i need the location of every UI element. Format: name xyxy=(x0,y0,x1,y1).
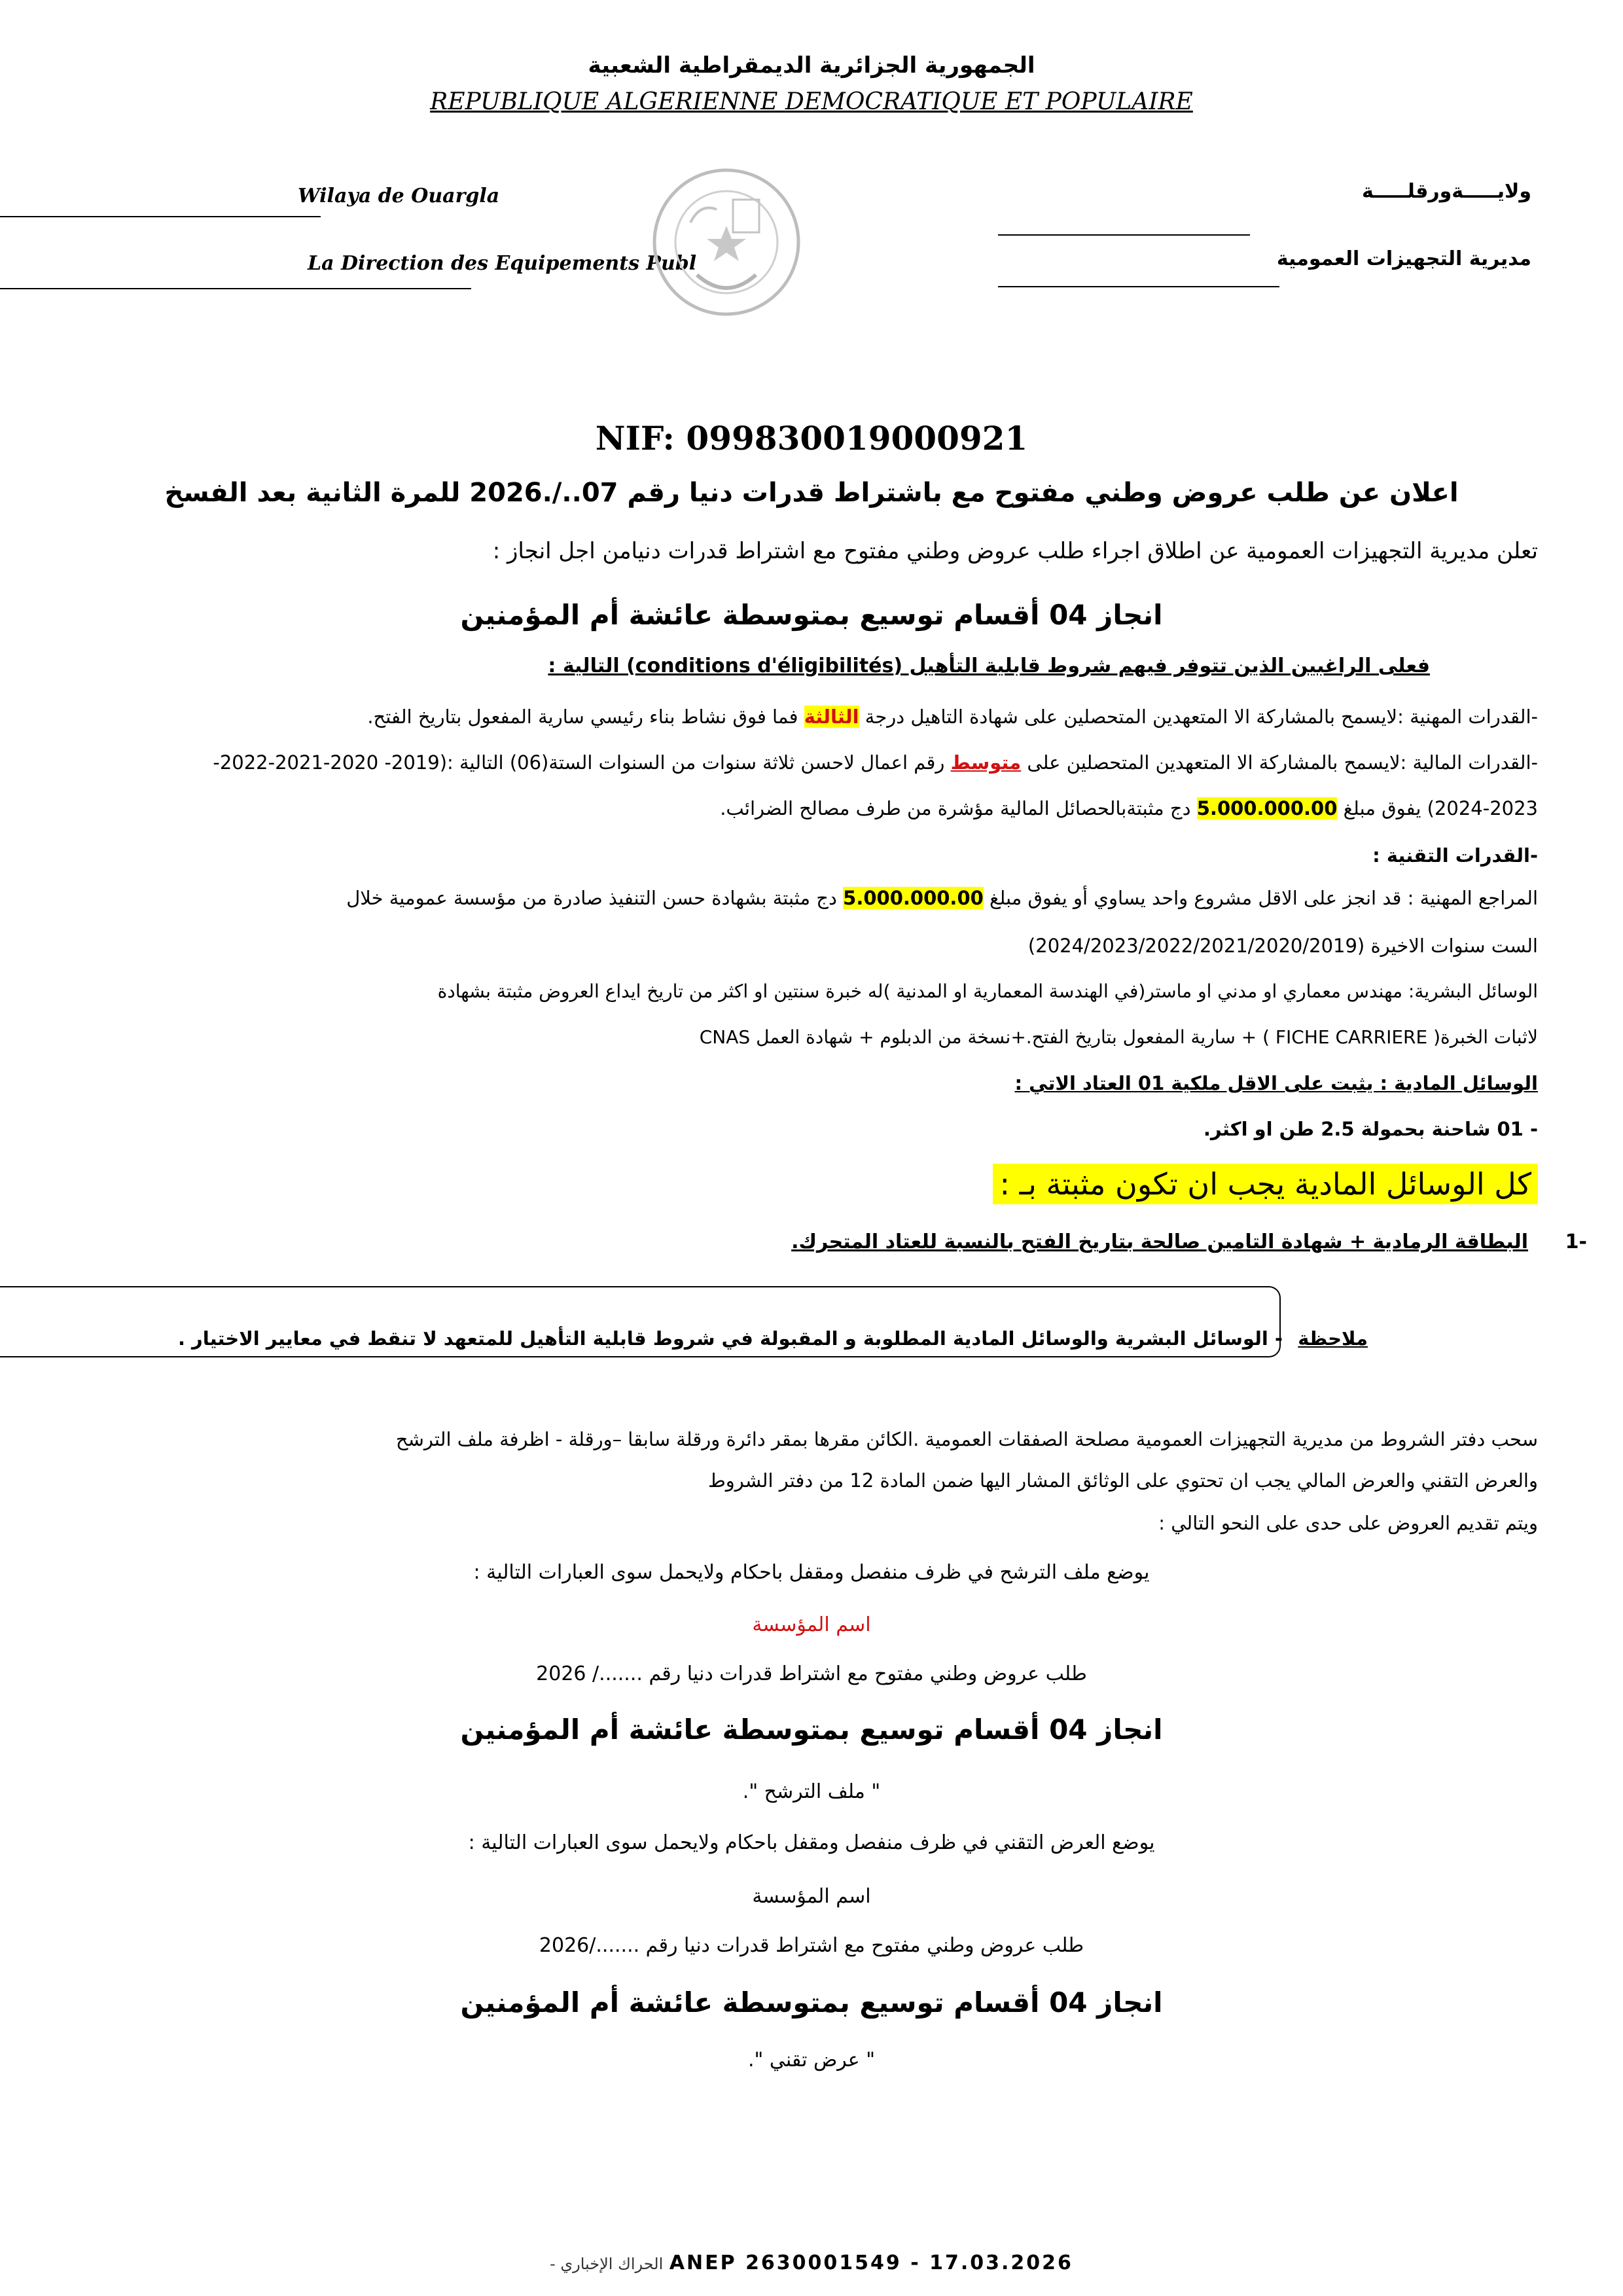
nif-number: NIF: 099830019000921 xyxy=(595,419,1028,457)
refs-a: المراجع المهنية : قد انجز على الاقل مشروع واحد يساوي أو يفوق مبلغ xyxy=(983,887,1538,909)
intro-text: تعلن مديرية التجهيزات العمومية عن اطلاق اجراء طلب عروض وطني مفتوح مع اشتراط قدرات دنيامن اجل انجاز : xyxy=(492,538,1538,564)
footer xyxy=(0,2251,1623,2274)
direction-fr-underline xyxy=(0,288,471,289)
financial-capacity-line2 xyxy=(720,797,1538,819)
fin-cap-d: دج مثبتةبالحصائل المالية مؤشرة من طرف مصالح الضرائب. xyxy=(720,797,1197,819)
wilaya-ar: ولايـــــةورقلـــــة xyxy=(1362,180,1531,203)
refs-amount: 5.000.000.00 xyxy=(843,887,984,909)
fin-cap-average: متوسط xyxy=(950,751,1022,774)
direction-ar: مديرية التجهيزات العمومية xyxy=(1276,247,1531,270)
wilaya-fr-underline xyxy=(0,216,321,217)
withdraw-line2: والعرض التقني والعرض المالي يجب ان تحتوي على الوثائق المشار اليها ضمن المادة 12 من دفتر الشروط xyxy=(707,1469,1538,1492)
technical-capacity-title: -القدرات التقنية : xyxy=(1372,844,1538,867)
prof-cap-b: فما فوق نشاط بناء رئيسي سارية المفعول بتاريخ الفتح. xyxy=(367,706,804,728)
material-proof-banner: كل الوسائل المادية يجب ان تكون مثبتة بـ : xyxy=(993,1164,1538,1204)
fin-cap-amount: 5.000.000.00 xyxy=(1196,797,1338,819)
env2-intro: يوضع العرض التقني في ظرف منفصل ومقفل باحكام ولايحمل سوى العبارات التالية : xyxy=(468,1831,1155,1854)
prof-cap-grade: الثالثة xyxy=(804,706,859,728)
env1-company: اسم المؤسسة xyxy=(752,1613,871,1636)
direction-fr: La Direction des Equipements Publ xyxy=(308,252,697,275)
env2-company: اسم المؤسسة xyxy=(752,1885,871,1908)
wilaya-ar-underline xyxy=(998,234,1250,236)
env1-intro: يوضع ملف الترشح في ظرف منفصل ومقفل باحكام ولايحمل سوى العبارات التالية : xyxy=(473,1561,1150,1584)
prof-cap-a: -القدرات المهنية :لايسمح بالمشاركة الا المتعهدين المتحصلين على شهادة التاهيل درجة xyxy=(859,706,1538,728)
fin-cap-c: 2024-2023) يفوق مبلغ xyxy=(1337,797,1538,819)
env1-label: " ملف الترشح ". xyxy=(742,1780,881,1803)
state-seal-icon xyxy=(628,164,825,321)
material-means-title: الوسائل المادية : يثبت على الاقل ملكية 01 العتاد الاتي : xyxy=(1014,1072,1538,1094)
human-means-line2: CNAS سارية المفعول بتاريخ الفتح.+نسخة من الدبلوم + شهادة العمل + ( FICHE CARRIERE )لاثبات الخبرة xyxy=(699,1026,1538,1048)
env1-tender: طلب عروض وطني مفتوح مع اشتراط قدرات دنيا رقم ......./ 2026 xyxy=(536,1662,1087,1685)
item1-number: 1- xyxy=(1565,1230,1587,1253)
eligibility-heading: فعلى الراغبين الذين تتوفر فيهم شروط قابلية التأهيل (conditions d'éligibilités) التالية : xyxy=(548,655,1430,677)
project-title: انجاز 04 أقسام توسيع بمتوسطة عائشة أم المؤمنين xyxy=(460,599,1163,631)
republic-title-fr: REPUBLIQUE ALGERIENNE DEMOCRATIQUE ET POPULAIRE xyxy=(430,88,1193,115)
professional-references-line2: الست سنوات الاخيرة (2024/2023/2022/2021/2020/2019) xyxy=(1027,935,1538,957)
fin-cap-b: رقم اعمال لاحسن ثلاثة سنوات من السنوات الستة(06) التالية :(2019- 2020-2021-2022- xyxy=(213,751,951,774)
note-label: ملاحظة xyxy=(1298,1327,1368,1350)
item1-text: البطاقة الرمادية + شهادة التامين صالحة بتاريخ الفتح بالنسبة للعتاد المتحرك. xyxy=(791,1230,1528,1253)
note-text: - الوسائل البشرية والوسائل المادية المطلوبة و المقبولة في شروط قابلية التأهيل للمتعهد لا تنقط في معايير الاختيار . xyxy=(177,1327,1283,1350)
professional-references-line1 xyxy=(346,887,1538,909)
fin-cap-a: -القدرات المالية :لايسمح بالمشاركة الا المتعهدين المتحصلين على xyxy=(1021,751,1538,774)
direction-ar-underline xyxy=(998,286,1279,287)
env2-tender: طلب عروض وطني مفتوح مع اشتراط قدرات دنيا رقم ......./2026 xyxy=(539,1934,1084,1957)
refs-b: دج مثبتة بشهادة حسن التنفيذ صادرة من مؤسسة عمومية خلال xyxy=(346,887,844,909)
env1-project: انجاز 04 أقسام توسيع بمتوسطة عائشة أم المؤمنين xyxy=(460,1713,1163,1746)
human-means-line1: الوسائل البشرية: مهندس معماري او مدني او ماستر(في الهندسة المعمارية او المدنية )له خبرة سنتين او اكثر من تاريخ ايداع العروض مثبتة بشهادة xyxy=(437,980,1538,1002)
footer-ref: ANEP 2630001549 - 17.03.2026 xyxy=(669,2251,1073,2274)
wilaya-fr: Wilaya de Ouargla xyxy=(298,185,500,207)
footer-source: الحراك الإخباري - xyxy=(550,2255,664,2273)
announcement-title: اعلان عن طلب عروض وطني مفتوح مع باشتراط قدرات دنيا رقم 07../.2026 للمرة الثانية بعد الفسخ xyxy=(164,478,1459,508)
env2-label: " عرض تقني ". xyxy=(747,2049,876,2072)
truck-requirement: - 01 شاحنة بحمولة 2.5 طن او اكثر. xyxy=(1203,1118,1538,1140)
financial-capacity-line1 xyxy=(213,751,1538,774)
professional-capacity xyxy=(367,706,1538,728)
withdraw-line1: سحب دفتر الشروط من مديرية التجهيزات العمومية مصلحة الصفقات العمومية .الكائن مقرها بمقر دائرة ورقلة سابقا –ورقلة - اظرفة ملف الترشح xyxy=(395,1428,1538,1450)
withdraw-line3: ويتم تقديم العروض على حدى على النحو التالي : xyxy=(1158,1512,1538,1534)
env2-project: انجاز 04 أقسام توسيع بمتوسطة عائشة أم المؤمنين xyxy=(460,1986,1163,2018)
republic-title-ar: الجمهورية الجزائرية الديمقراطية الشعبية xyxy=(588,52,1035,79)
